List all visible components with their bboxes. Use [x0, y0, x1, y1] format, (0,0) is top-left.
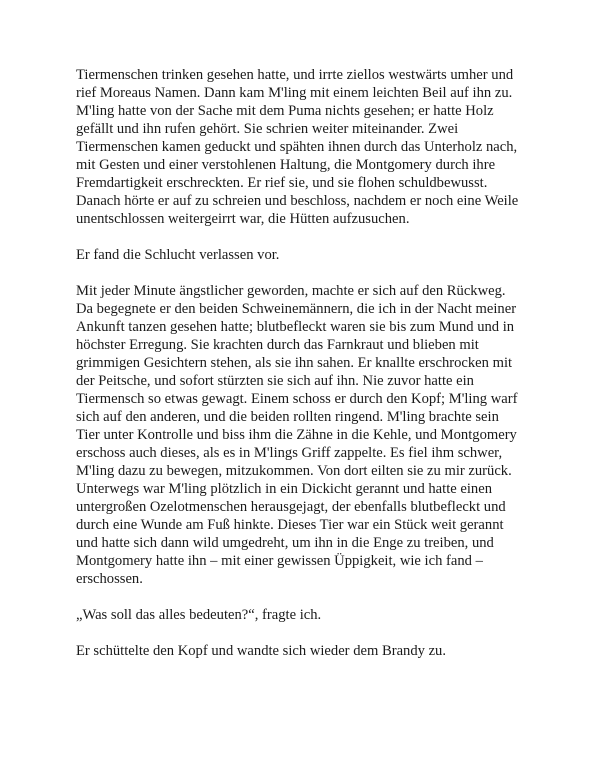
text-line: sich auf den anderen, und die beiden rollten ringend. M'ling brachte sein: [76, 409, 499, 425]
paragraph-4: [76, 606, 532, 624]
text-line: M'ling dazu zu bewegen, mitzukommen. Von dort eilten sie zu mir zurück.: [76, 463, 512, 479]
paragraph-2: [76, 246, 532, 264]
body-text: [76, 66, 532, 678]
text-line: „Was soll das alles bedeuten?“, fragte ich.: [76, 607, 322, 623]
text-line: Mit jeder Minute ängstlicher geworden, machte er sich auf den Rückweg.: [76, 283, 506, 299]
paragraph-3: [76, 282, 532, 588]
text-line: Danach hörte er auf zu schreien und beschloss, nachdem er noch eine Weile: [76, 193, 519, 209]
text-line: Montgomery hatte ihn – mit einer gewissen Üppigkeit, wie ich fand –: [76, 553, 483, 569]
text-line: Er fand die Schlucht verlassen vor.: [76, 247, 280, 263]
text-line: M'ling hatte von der Sache mit dem Puma nichts gesehen; er hatte Holz: [76, 103, 494, 119]
text-line: Tiermenschen trinken gesehen hatte, und irrte ziellos westwärts umher und: [76, 67, 514, 83]
text-line: Tiermensch so etwas gewagt. Einem schoss er durch den Kopf; M'ling warf: [76, 391, 518, 407]
text-line: Tiermenschen kamen geduckt und spähten ihnen durch das Unterholz nach,: [76, 139, 518, 155]
paragraph-1: [76, 66, 532, 228]
text-line: erschossen.: [76, 571, 143, 587]
text-line: Da begegnete er den beiden Schweinemännern, die ich in der Nacht meiner: [76, 301, 517, 317]
text-line: unentschlossen weitergeirrt war, die Hütten aufzusuchen.: [76, 211, 410, 227]
text-line: Er schüttelte den Kopf und wandte sich wieder dem Brandy zu.: [76, 643, 447, 659]
text-line: Ankunft tanzen gesehen hatte; blutbefleckt waren sie bis zum Mund und in: [76, 319, 515, 335]
text-line: der Peitsche, und sofort stürzten sie sich auf ihn. Nie zuvor hatte ein: [76, 373, 474, 389]
text-line: durch eine Wunde am Fuß hinkte. Dieses Tier war ein Stück weit gerannt: [76, 517, 504, 533]
text-line: Unterwegs war M'ling plötzlich in ein Dickicht gerannt und hatte einen: [76, 481, 493, 497]
text-line: erschoss auch dieses, als es in M'lings Griff zappelte. Es fiel ihm schwer,: [76, 445, 503, 461]
text-line: gefällt und ihn rufen gehört. Sie schrien weiter miteinander. Zwei: [76, 121, 459, 137]
text-line: grimmigen Gesichtern stehen, als sie ihn sahen. Er knallte erschrocken mit: [76, 355, 513, 371]
text-line: höchster Erregung. Sie krachten durch das Farnkraut und blieben mit: [76, 337, 479, 353]
text-line: rief Moreaus Namen. Dann kam M'ling mit einem leichten Beil auf ihn zu.: [76, 85, 513, 101]
text-line: Fremdartigkeit erschreckten. Er rief sie, und sie flohen schuldbewusst.: [76, 175, 488, 191]
text-line: untergroßen Ozelotmenschen herausgejagt, der ebenfalls blutbefleckt und: [76, 499, 506, 515]
paragraph-5: [76, 642, 532, 660]
text-line: mit Gesten und einer verstohlenen Haltung, die Montgomery durch ihre: [76, 157, 496, 173]
text-line: und hatte sich dann wild umgedreht, um ihn in die Enge zu treiben, und: [76, 535, 494, 551]
text-line: Tier unter Kontrolle und biss ihm die Zähne in die Kehle, und Montgomery: [76, 427, 517, 443]
